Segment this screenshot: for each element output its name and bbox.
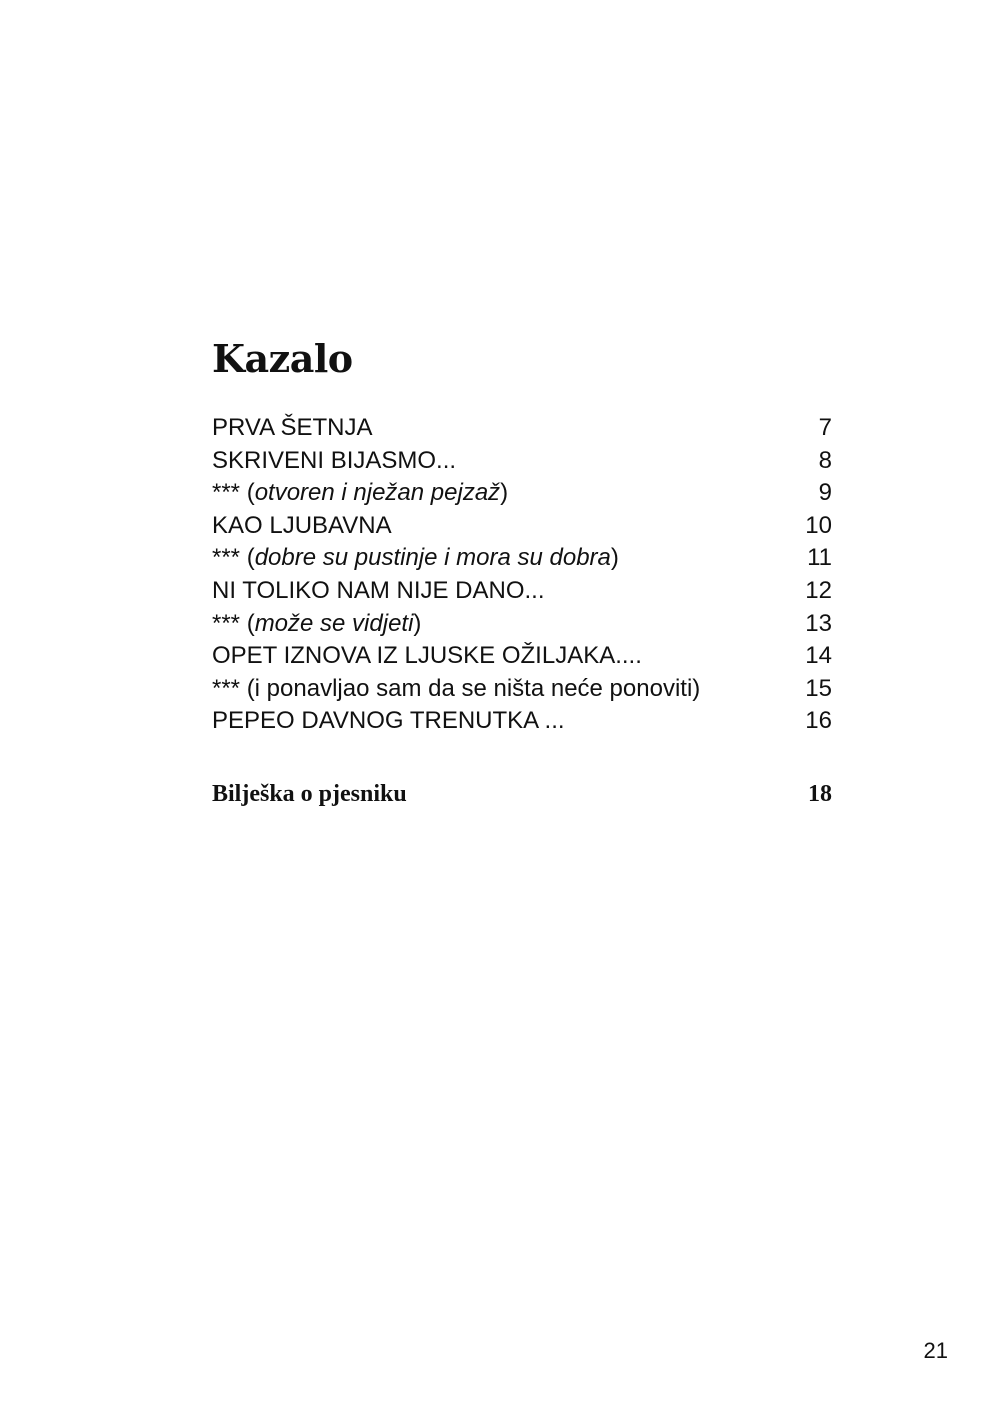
page-number: 21: [923, 1338, 948, 1363]
toc-entry-title: KAO LJUBAVNA: [212, 511, 392, 539]
toc-entry: [212, 673, 832, 706]
toc-entry-title: PEPEO DAVNOG TRENUTKA ...: [212, 707, 565, 735]
toc-entry-page: 10: [805, 511, 832, 539]
author-note-label: Bilješka o pjesniku: [212, 781, 407, 807]
toc-entry-title: *** (dobre su pustinje i mora su dobra): [212, 544, 619, 572]
toc-entry: [212, 477, 832, 510]
toc-entry: [212, 608, 832, 641]
table-of-contents: [212, 412, 832, 738]
toc-entry-page: 11: [807, 544, 832, 572]
toc-entry-page: 15: [805, 674, 832, 702]
author-note-entry: [212, 777, 832, 811]
toc-entry-page: 13: [805, 609, 832, 637]
toc-entry-title: SKRIVENI BIJASMO...: [212, 446, 457, 474]
toc-entry-title: OPET IZNOVA IZ LJUSKE OŽILJAKA....: [212, 642, 642, 670]
toc-entry-page: 9: [818, 479, 832, 507]
toc-entry-page: 8: [818, 446, 832, 474]
toc-entry: [212, 510, 832, 543]
toc-entry-title: *** (otvoren i nježan pejzaž): [212, 479, 509, 507]
toc-entry-title: PRVA ŠETNJA: [212, 414, 373, 441]
page-title: Kazalo: [212, 336, 353, 381]
toc-entry-page: 7: [818, 414, 832, 441]
toc-entry: [212, 445, 832, 478]
toc-entry-page: 12: [805, 576, 832, 604]
toc-entry: [212, 705, 832, 738]
toc-entry: [212, 575, 832, 608]
toc-entry: [212, 412, 832, 445]
toc-entry-page: 14: [805, 642, 832, 670]
toc-entry-page: 16: [805, 707, 832, 735]
toc-entry-title: *** (može se vidjeti): [212, 609, 422, 637]
toc-entry-title: *** (i ponavljao sam da se ništa neće ponoviti): [212, 674, 701, 702]
toc-entry: [212, 640, 832, 673]
toc-entry-title: NI TOLIKO NAM NIJE DANO...: [212, 576, 545, 604]
toc-entry: [212, 542, 832, 575]
author-note-page: 18: [808, 781, 832, 807]
